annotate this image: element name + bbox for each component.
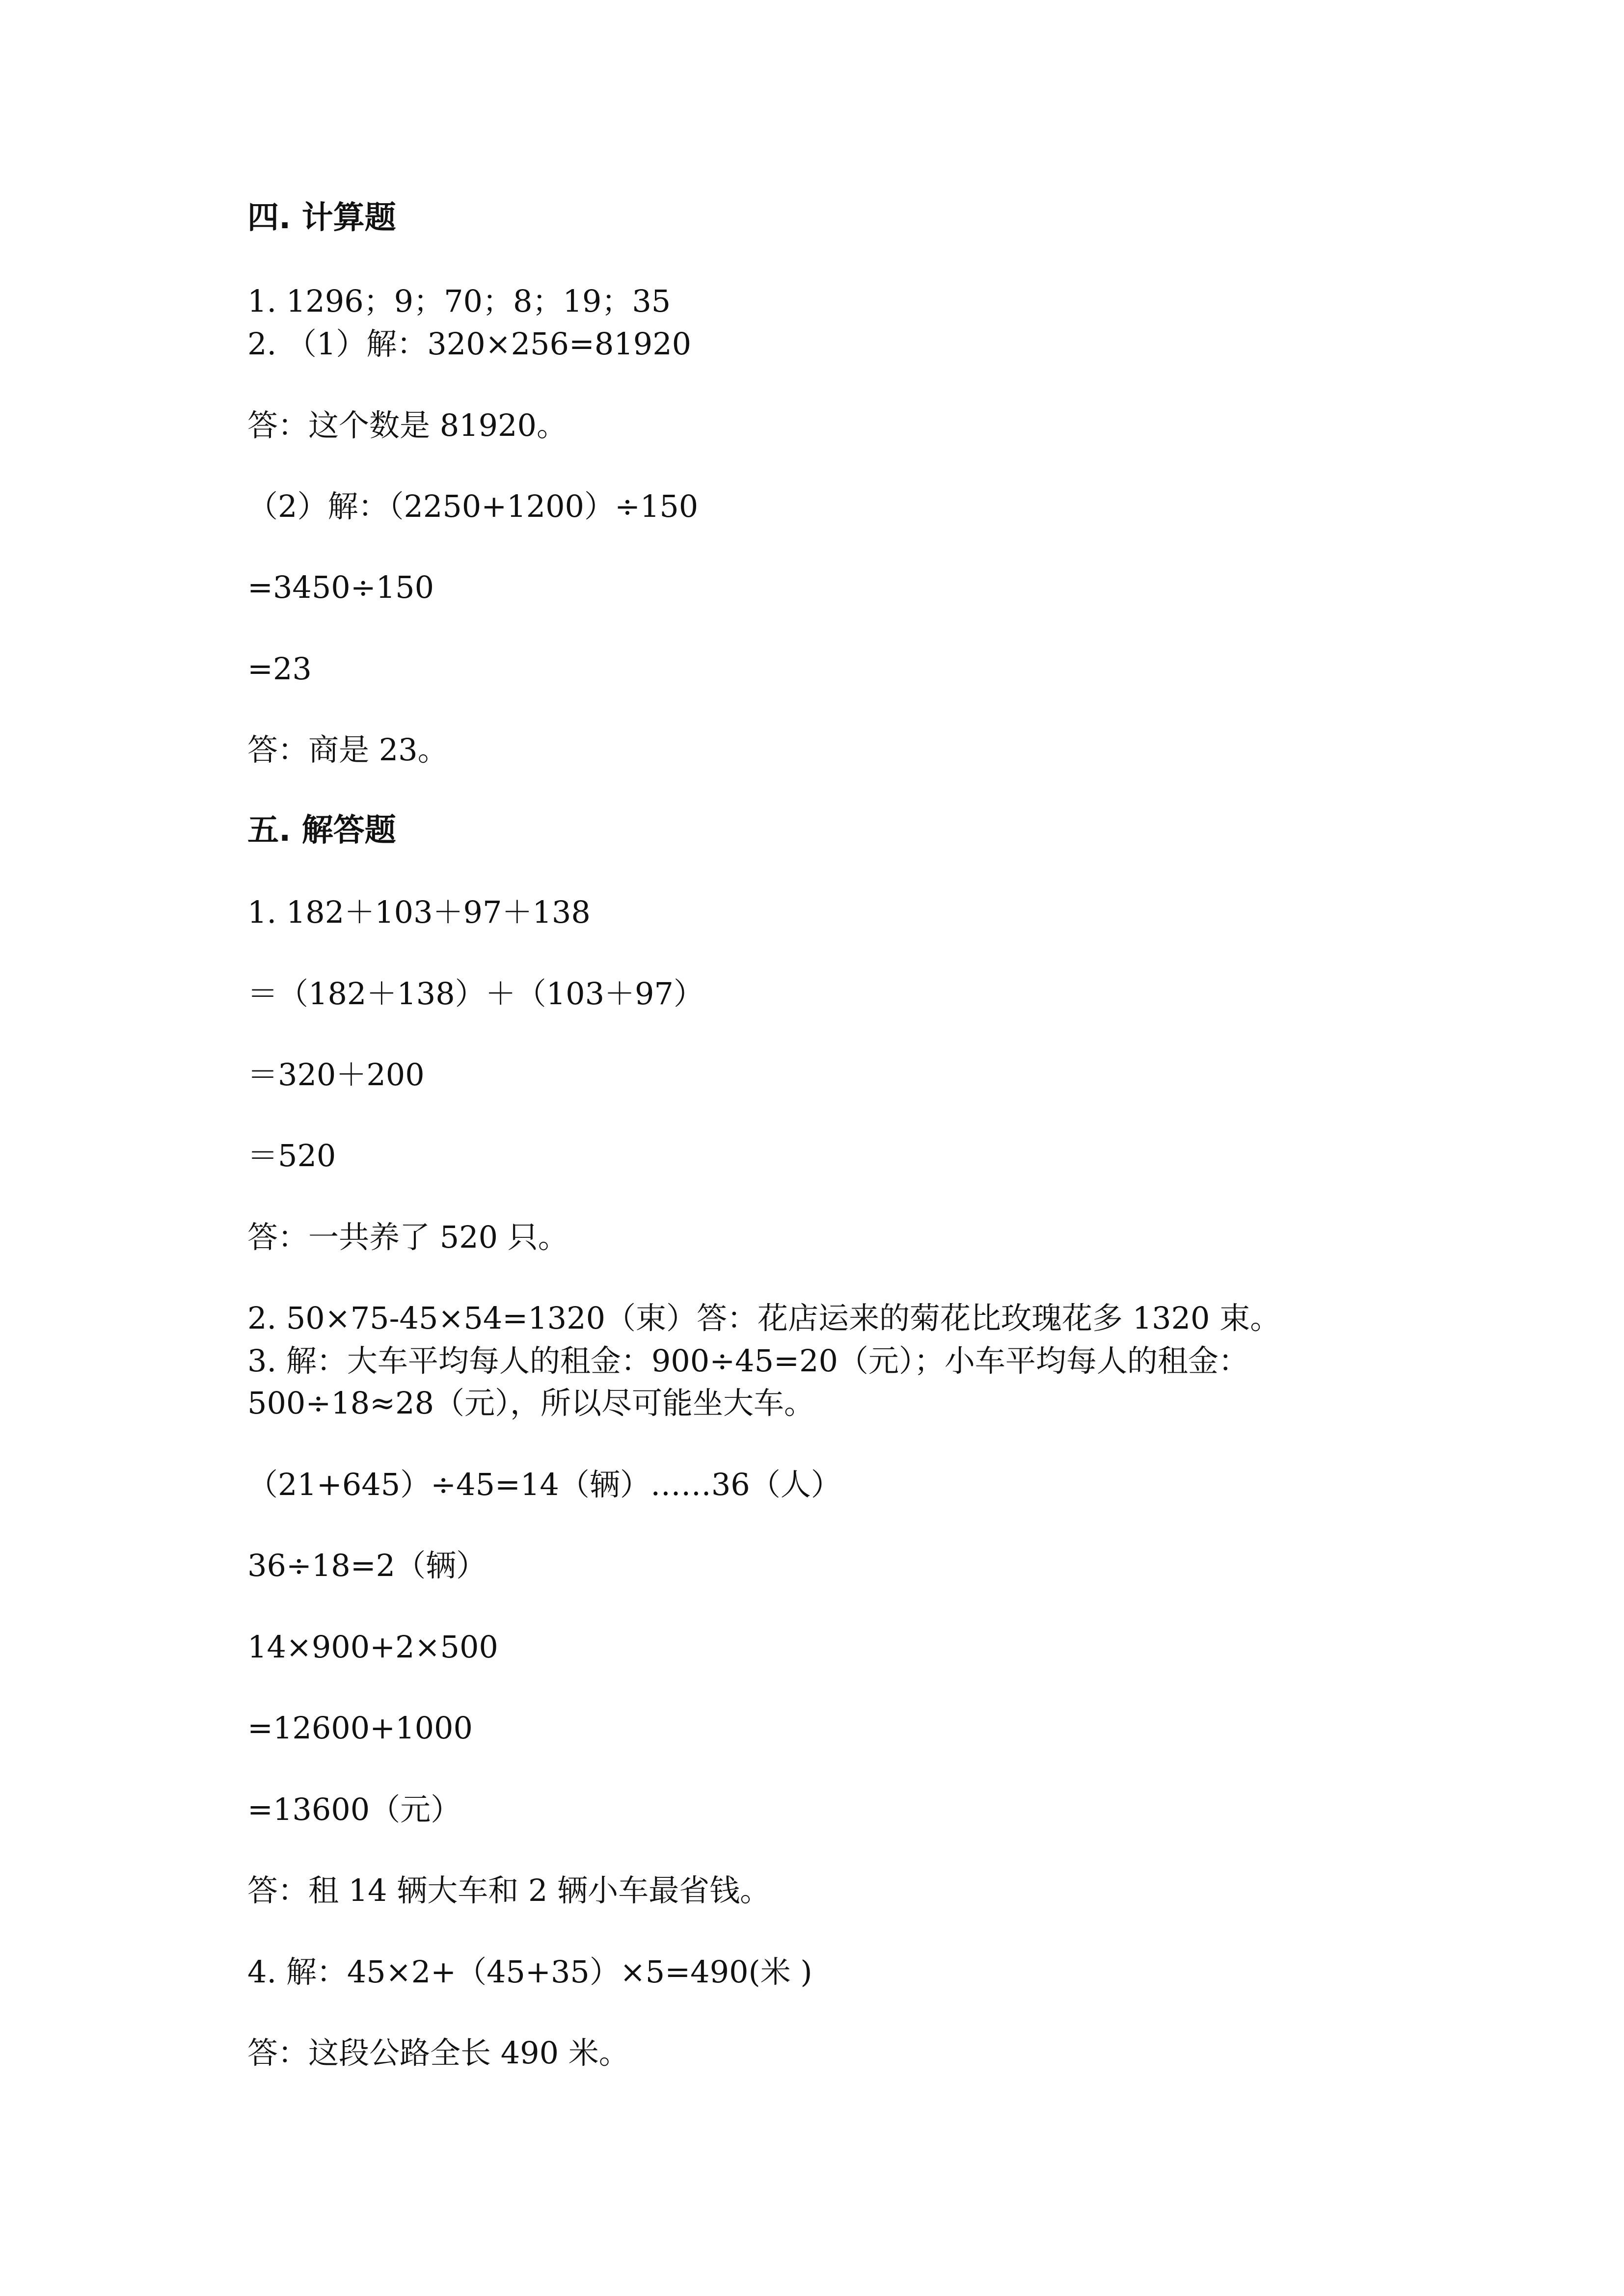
problem-3-conclusion: 答：租 14 辆大车和 2 辆小车最省钱。	[247, 1872, 771, 1908]
problem-3-step-1: （21+645）÷45=14（辆）……36（人）	[247, 1467, 841, 1502]
calc-answer-2-2-conclusion: 答：商是 23。	[247, 732, 448, 768]
problem-1-conclusion: 答：一共养了 520 只。	[247, 1219, 568, 1255]
problem-3-step-2: 36÷18=2（辆）	[247, 1548, 487, 1583]
problem-3-step-4: =12600+1000	[247, 1710, 473, 1746]
section-heading-word-problems: 五. 解答题	[247, 812, 396, 849]
problem-4-conclusion: 答：这段公路全长 490 米。	[247, 2035, 629, 2071]
problem-1-expression: 1. 182＋103＋97＋138	[247, 894, 591, 930]
calc-answer-2-1-conclusion: 答：这个数是 81920。	[247, 407, 567, 443]
problem-1-step-3: ＝520	[247, 1138, 336, 1174]
problem-4-solution: 4. 解：45×2+（45+35）×5=490(米 )	[247, 1954, 812, 1990]
calc-answer-1: 1. 1296；9；70；8；19；35	[247, 283, 671, 319]
problem-3-line-2: 500÷18≈28（元），所以尽可能坐大车。	[247, 1385, 815, 1421]
calc-answer-2-1-solution: 2. （1）解：320×256=81920	[247, 326, 692, 362]
calc-answer-2-2-step-1: =3450÷150	[247, 569, 434, 605]
problem-3-step-3: 14×900+2×500	[247, 1629, 498, 1665]
calc-answer-2-2-step-2: =23	[247, 651, 312, 687]
problem-1-step-2: ＝320＋200	[247, 1057, 425, 1093]
problem-2-answer: 2. 50×75-45×54=1320（束）答：花店运来的菊花比玫瑰花多 1320 束。	[247, 1300, 1281, 1336]
calc-answer-2-2-solution: （2）解：（2250+1200）÷150	[247, 488, 699, 524]
problem-3-step-5: =13600（元）	[247, 1791, 461, 1827]
problem-1-step-1: ＝（182＋138）＋（103＋97）	[247, 976, 704, 1012]
problem-3-line-1: 3. 解：大车平均每人的租金：900÷45=20（元）；小车平均每人的租金：	[247, 1343, 1249, 1379]
section-heading-calculation: 四. 计算题	[247, 200, 396, 236]
